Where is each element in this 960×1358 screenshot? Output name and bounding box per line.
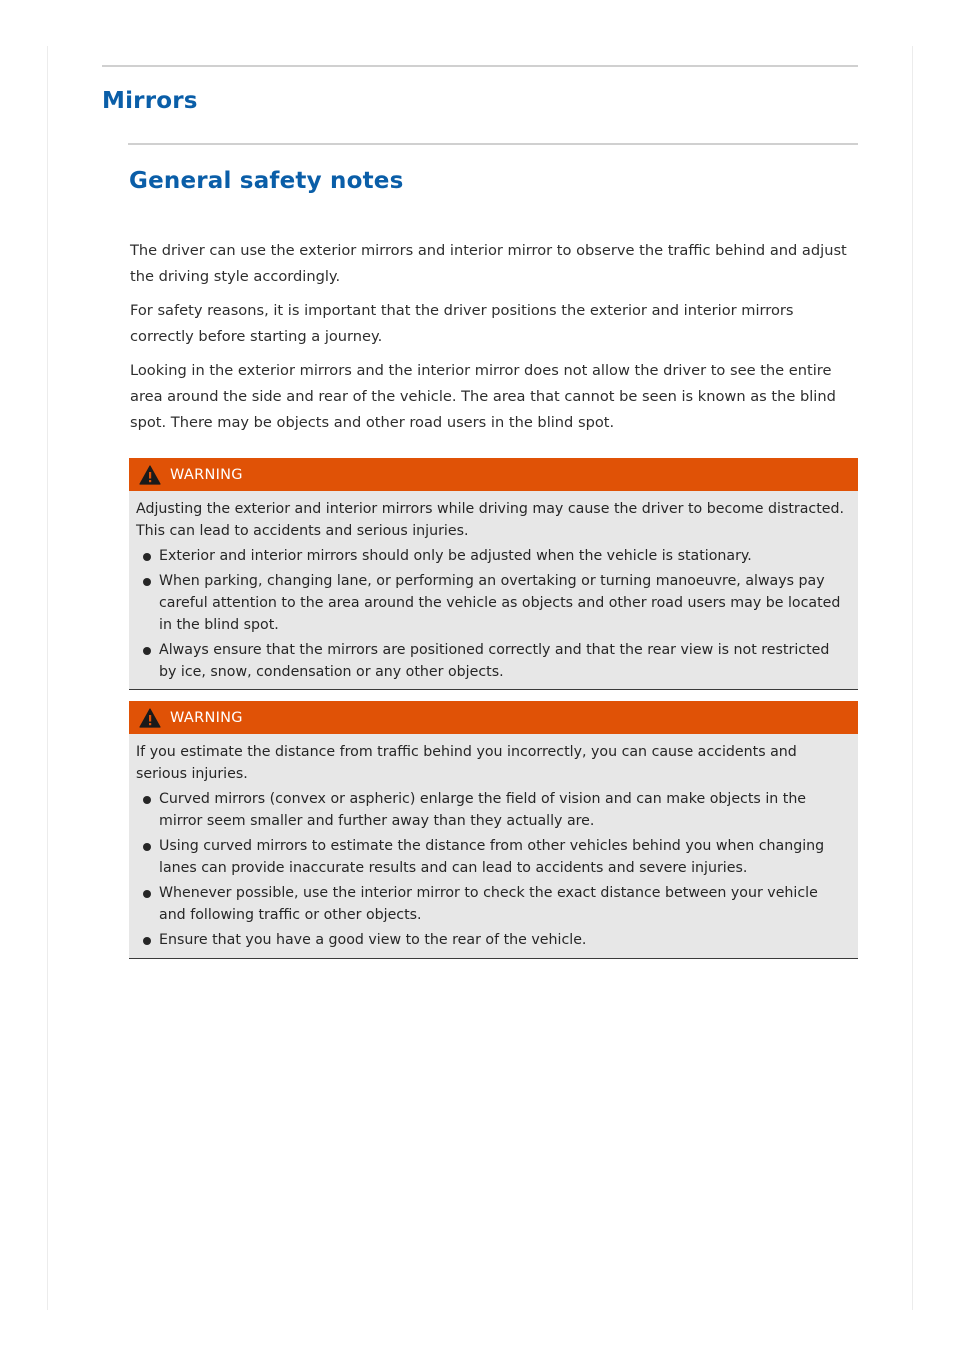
- list-item-text: When parking, changing lane, or performing an overtaking or turning manoeuvre, always pay careful attention to the area around the vehicle as objects and other road users may be located in the blind spot.: [159, 573, 841, 633]
- right-margin-line: [912, 46, 913, 1310]
- paragraph: For safety reasons, it is important that the driver positions the exterior and interior mirrors correctly before starting a journey.: [130, 302, 794, 345]
- bullet-icon: [143, 937, 151, 945]
- paragraph: Looking in the exterior mirrors and the interior mirror does not allow the driver to see the entire area around the side and rear of the vehicle. The area that cannot be seen is known as the blind spot. There may be objects and other road users in the blind spot.: [130, 362, 836, 431]
- section-divider: [128, 143, 858, 145]
- list-item-text: Ensure that you have a good view to the rear of the vehicle.: [159, 932, 587, 948]
- warning-box: [129, 458, 858, 690]
- warning-triangle-icon: [139, 708, 161, 728]
- list-item: [136, 882, 846, 926]
- bullet-icon: [143, 553, 151, 561]
- list-item-text: Using curved mirrors to estimate the distance from other vehicles behind you when changing lanes can provide inaccurate results and can lead to accidents and severe injuries.: [159, 838, 825, 876]
- warning-header: [129, 701, 858, 734]
- list-item-text: Exterior and interior mirrors should only be adjusted when the vehicle is stationary.: [159, 548, 752, 564]
- warning-box: [129, 701, 858, 959]
- warning-label: WARNING: [170, 709, 243, 726]
- list-item: [136, 835, 846, 879]
- warning-body: [129, 491, 858, 683]
- bullet-icon: [143, 843, 151, 851]
- bullet-icon: [143, 647, 151, 655]
- warning-list: [136, 545, 846, 683]
- section-title: General safety notes: [129, 168, 404, 194]
- bullet-icon: [143, 796, 151, 804]
- list-item-text: Curved mirrors (convex or aspheric) enlarge the field of vision and can make objects in the mirror seem smaller and further away than they actually are.: [159, 791, 807, 829]
- chapter-title: Mirrors: [102, 88, 198, 114]
- list-item: [136, 788, 846, 832]
- bullet-icon: [143, 578, 151, 586]
- list-item: [136, 570, 846, 636]
- list-item: [136, 639, 846, 683]
- left-margin-line: [47, 46, 48, 1310]
- warning-intro: If you estimate the distance from traffic behind you incorrectly, you can cause accidents and serious injuries.: [136, 744, 797, 782]
- warning-list: [136, 788, 846, 951]
- intro-text: [130, 238, 858, 444]
- warning-header: [129, 458, 858, 491]
- bullet-icon: [143, 890, 151, 898]
- paragraph: The driver can use the exterior mirrors and interior mirror to observe the traffic behind and adjust the driving style accordingly.: [130, 242, 847, 285]
- warning-label: WARNING: [170, 466, 243, 483]
- list-item-text: Whenever possible, use the interior mirror to check the exact distance between your vehicle and following traffic or other objects.: [159, 885, 818, 923]
- list-item: [136, 545, 846, 567]
- warning-triangle-icon: [139, 465, 161, 485]
- top-divider: [102, 65, 858, 67]
- warning-intro: Adjusting the exterior and interior mirrors while driving may cause the driver to become distracted. This can lead to accidents and serious injuries.: [136, 501, 845, 539]
- list-item: [136, 929, 846, 951]
- list-item-text: Always ensure that the mirrors are positioned correctly and that the rear view is not restricted by ice, snow, condensation or any other objects.: [159, 642, 830, 680]
- warning-body: [129, 734, 858, 951]
